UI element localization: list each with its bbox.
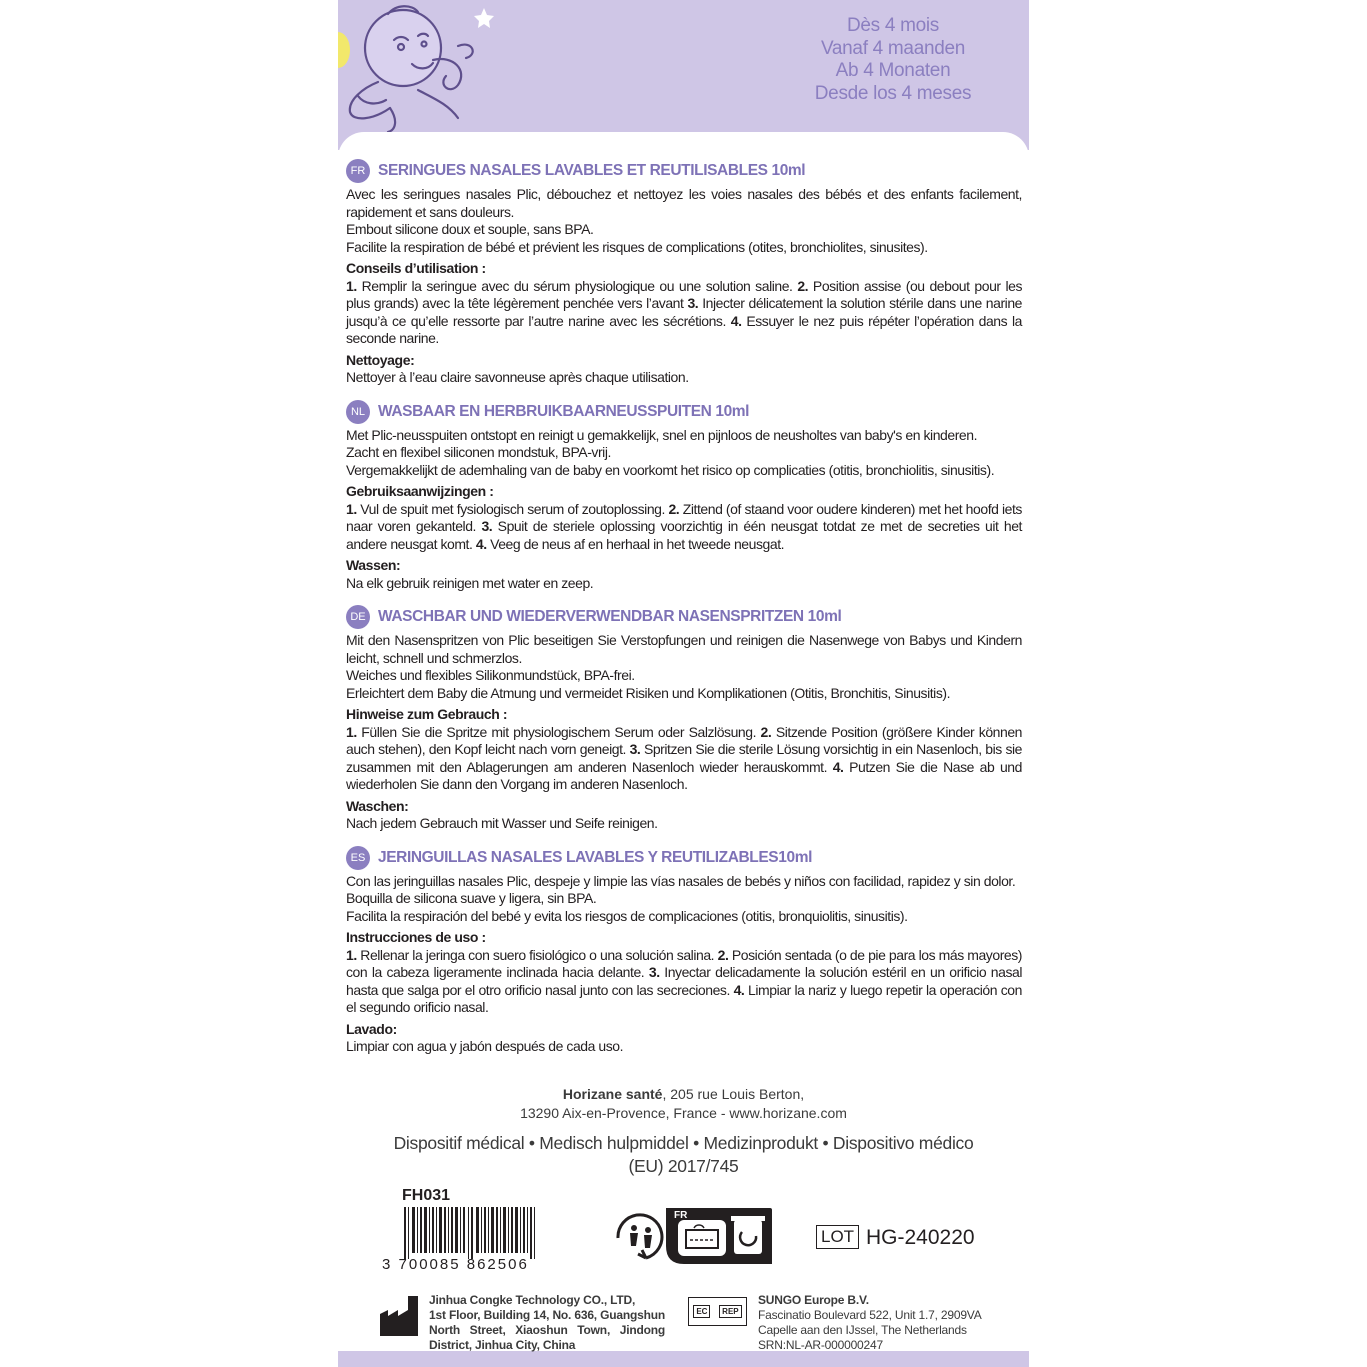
- language-badge: DE: [346, 605, 370, 629]
- company-address-2: 13290 Aix-en-Provence, France - www.horizane.com: [520, 1105, 847, 1121]
- manufacturer-name: Jinhua Congke Technology CO., LTD,: [429, 1293, 636, 1307]
- age-recommendation: [783, 15, 1003, 105]
- representative-srn: SRN:NL-AR-000000247: [758, 1338, 883, 1352]
- intro-text: Met Plic-neusspuiten ontstopt en reinigt u gemakkelijk, snel en pijnloos de neusholtes van baby's en kinderen.: [346, 426, 978, 443]
- feature-text: Embout silicone doux et souple, sans BPA.: [346, 221, 594, 237]
- usage-heading: Conseils d’utilisation :: [346, 260, 486, 276]
- cleaning-heading: Lavado:: [346, 1020, 397, 1037]
- step-text: Limpiar la nariz y luego repetir la operación con el segundo orificio nasal.: [346, 981, 1022, 1015]
- age-line-nl: Vanaf 4 maanden: [820, 37, 966, 59]
- cleaning-text: Nettoyer à l’eau claire savonneuse après chaque utilisation.: [346, 369, 689, 385]
- manufacturer-info: [429, 1293, 665, 1353]
- ec-label: EC: [693, 1305, 710, 1318]
- cleaning-text: Limpiar con agua y jabón después de cada uso.: [346, 1038, 624, 1054]
- representative-name: SUNGO Europe B.V.: [758, 1293, 869, 1307]
- step-text: Vul de spuit met fysiologisch serum of zoutoplossing.: [356, 500, 669, 517]
- recycle-country-code: FR: [674, 1210, 688, 1221]
- step-text: Spritzen Sie die sterile Lösung vorsichtig in ein Nasenloch, bis sie zusammen mit den Ablagerungen am anderen Nasenloch wieder herauskommt.: [346, 741, 1022, 775]
- lot-number: HG-240220: [866, 1226, 975, 1249]
- eu-representative-info: [758, 1293, 1018, 1353]
- step-number: 4.: [832, 758, 844, 775]
- triman-recycling-icon: [610, 1206, 780, 1266]
- cleaning-text: Nach jedem Gebrauch mit Wasser und Seife reinigen.: [346, 815, 658, 831]
- step-text: Füllen Sie die Spritze mit physiologischem Serum oder Salzlösung.: [356, 723, 761, 740]
- step-text: Posición sentada (o de pie para los más mayores) con la cabeza ligeramente inclinada hacia delante.: [346, 946, 1023, 980]
- step-number: 3.: [687, 295, 699, 311]
- step-text: Spuit de steriele oplossing voorzichtig in één neusgat totdat ze met de secreties uit het andere neusgat komt.: [346, 518, 1022, 552]
- age-line-es: Desde los 4 meses: [814, 82, 972, 104]
- section-title-row: [346, 604, 1022, 630]
- step-number: 1.: [346, 277, 357, 294]
- step-text: Inyectar delicadamente la solución estéril en un orificio nasal hasta que salga por el otro orificio nasal junto con las secreciones.: [346, 964, 1023, 998]
- step-number: 4.: [730, 312, 742, 329]
- benefit-text: Erleichtert dem Baby die Atmung und vermeidet Risiken und Komplikationen (Otitis, Bronchitis, Sinusitis).: [346, 684, 951, 701]
- representative-address-1: Fascinatio Boulevard 522, Unit 1.7, 2909VA: [758, 1308, 982, 1322]
- step-text: Remplir la seringue avec du sérum physiologique ou une solution saline.: [356, 277, 798, 294]
- section-title-row: [346, 845, 1022, 871]
- language-badge: FR: [346, 159, 370, 183]
- instructions-content: [346, 158, 1022, 1068]
- step-text: Putzen Sie die Nase ab und wiederholen Sie dann den Vorgang im anderen Nasenloch.: [346, 758, 1022, 792]
- ec-rep-icon: [688, 1297, 747, 1326]
- device-line-1: Dispositif médical • Medisch hulpmiddel • Medizinprodukt • Dispositivo médico: [393, 1133, 974, 1153]
- step-number: 2.: [760, 723, 772, 740]
- feature-text: Weiches und flexibles Silikonmundstück, BPA-frei.: [346, 667, 635, 683]
- usage-steps: [346, 947, 1022, 1017]
- cleaning-heading: Wassen:: [346, 557, 401, 573]
- medical-device-notice: [338, 1132, 1029, 1178]
- step-number: 1.: [346, 946, 357, 963]
- company-line-1: [338, 1085, 1029, 1104]
- section-nl: [346, 399, 1022, 593]
- step-text: Sitzende Position (größere Kinder können auch stehen), den Kopf leicht nach vorn geneigt.: [346, 723, 1022, 757]
- step-text: Position assise (ou debout pour les plus grands) avec la tête légèrement penchée vers l’avant: [346, 277, 1022, 311]
- feature-text: Zacht en flexibel siliconen mondstuk, BPA-vrij.: [346, 444, 611, 460]
- section-es: [346, 845, 1022, 1056]
- section-heading: SERINGUES NASALES LAVABLES ET REUTILISABLES 10ml: [378, 162, 806, 179]
- step-number: 1.: [346, 500, 357, 517]
- section-heading: WASCHBAR UND WIEDERVERWENDBAR NASENSPRITZEN 10ml: [378, 608, 842, 625]
- section-title-row: [346, 158, 1022, 184]
- language-badge: ES: [346, 846, 370, 870]
- cleaning-heading: Waschen:: [346, 797, 409, 814]
- bottom-band: [338, 1351, 1029, 1367]
- section-heading: JERINGUILLAS NASALES LAVABLES Y REUTILIZABLES10ml: [378, 848, 812, 866]
- intro-text: Mit den Nasenspritzen von Plic beseitigen Sie Verstopfungen und reinigen die Nasenwege von Babys und Kindern leicht, schnell und schmerzlos.: [346, 632, 1022, 666]
- rep-label: REP: [719, 1305, 741, 1318]
- usage-heading: Hinweise zum Gebrauch :: [346, 706, 508, 722]
- usage-steps: [346, 501, 1022, 554]
- step-text: Veeg de neus af en herhaal in het tweede neusgat.: [486, 535, 785, 552]
- intro-text: Avec les seringues nasales Plic, débouchez et nettoyez les voies nasales des bébés et des enfants facilement, rapidement et sans douleurs.: [346, 186, 1022, 220]
- usage-steps: [346, 724, 1022, 794]
- barcode-number: 3 700085 862506: [382, 1256, 529, 1273]
- cleaning-text: Na elk gebruik reinigen met water en zeep.: [346, 574, 594, 591]
- usage-steps: [346, 278, 1022, 348]
- feature-text: Boquilla de silicona suave y ligera, sin BPA.: [346, 890, 597, 906]
- step-text: Essuyer le nez puis répéter l’opération dans la seconde narine.: [346, 312, 1022, 346]
- step-text: Rellenar la jeringa con suero fisiológico o una solución salina.: [356, 946, 718, 963]
- usage-heading: Gebruiksaanwijzingen :: [346, 483, 494, 499]
- representative-address-2: Capelle aan den IJssel, The Netherlands: [758, 1323, 967, 1337]
- step-number: 2.: [717, 946, 729, 963]
- section-heading: WASBAAR EN HERBRUIKBAARNEUSSPUITEN 10ml: [378, 402, 750, 420]
- step-text: Injecter délicatement la solution stérile dans une narine jusqu’à ce qu’elle ressorte par l’autre narine avec les sécrétions.: [346, 295, 1022, 329]
- step-number: 4.: [475, 535, 487, 552]
- step-number: 3.: [648, 964, 660, 980]
- product-label: [338, 0, 1029, 1367]
- language-badge: NL: [346, 400, 370, 424]
- barcode-icon: [382, 1207, 567, 1259]
- company-address-1: , 205 rue Louis Berton,: [662, 1086, 805, 1102]
- section-fr: [346, 158, 1022, 387]
- benefit-text: Facilita la respiración del bebé y evita los riesgos de complicaciones (otitis, bronquiolitis, sinusitis).: [346, 907, 908, 924]
- usage-heading: Instrucciones de uso :: [346, 929, 486, 945]
- lot-label: LOT: [816, 1225, 859, 1249]
- section-title-row: [346, 399, 1022, 425]
- age-line-de: Ab 4 Monaten: [835, 60, 951, 81]
- device-line-2: (EU) 2017/745: [628, 1156, 739, 1176]
- company-name: Horizane santé: [562, 1086, 663, 1102]
- step-number: 3.: [629, 741, 641, 757]
- company-info: [338, 1085, 1029, 1123]
- step-number: 4.: [733, 981, 745, 998]
- manufacturer-address-2: North Street, Xiaoshun Town, Jindong: [429, 1323, 665, 1337]
- intro-text: Con las jeringuillas nasales Plic, despeje y limpie las vías nasales de bebés y niños con facilidad, rapidez y sin dolor.: [346, 872, 1016, 889]
- step-number: 3.: [481, 518, 493, 534]
- baby-illustration: [338, 0, 538, 140]
- step-number: 2.: [668, 500, 680, 517]
- age-line-fr: Dès 4 mois: [846, 15, 940, 36]
- product-code: FH031: [402, 1187, 451, 1204]
- section-de: [346, 604, 1022, 833]
- benefit-text: Vergemakkelijkt de ademhaling van de baby en voorkomt het risico op complicaties (otitis, bronchiolitis, sinusitis).: [346, 461, 995, 478]
- cleaning-heading: Nettoyage:: [346, 351, 415, 368]
- step-number: 1.: [346, 723, 357, 740]
- step-text: Zittend (of staand voor oudere kinderen) met het hoofd iets naar voren gekanteld.: [346, 500, 1022, 534]
- manufacturer-address-3: District, Jinhua City, China: [429, 1338, 576, 1352]
- manufacturer-icon: [378, 1296, 424, 1336]
- manufacturer-address-1: 1st Floor, Building 14, No. 636, Guangshun: [429, 1308, 665, 1322]
- benefit-text: Facilite la respiration de bébé et prévient les risques de complications (otites, bronchiolites, sinusites).: [346, 238, 928, 255]
- step-number: 2.: [797, 277, 809, 294]
